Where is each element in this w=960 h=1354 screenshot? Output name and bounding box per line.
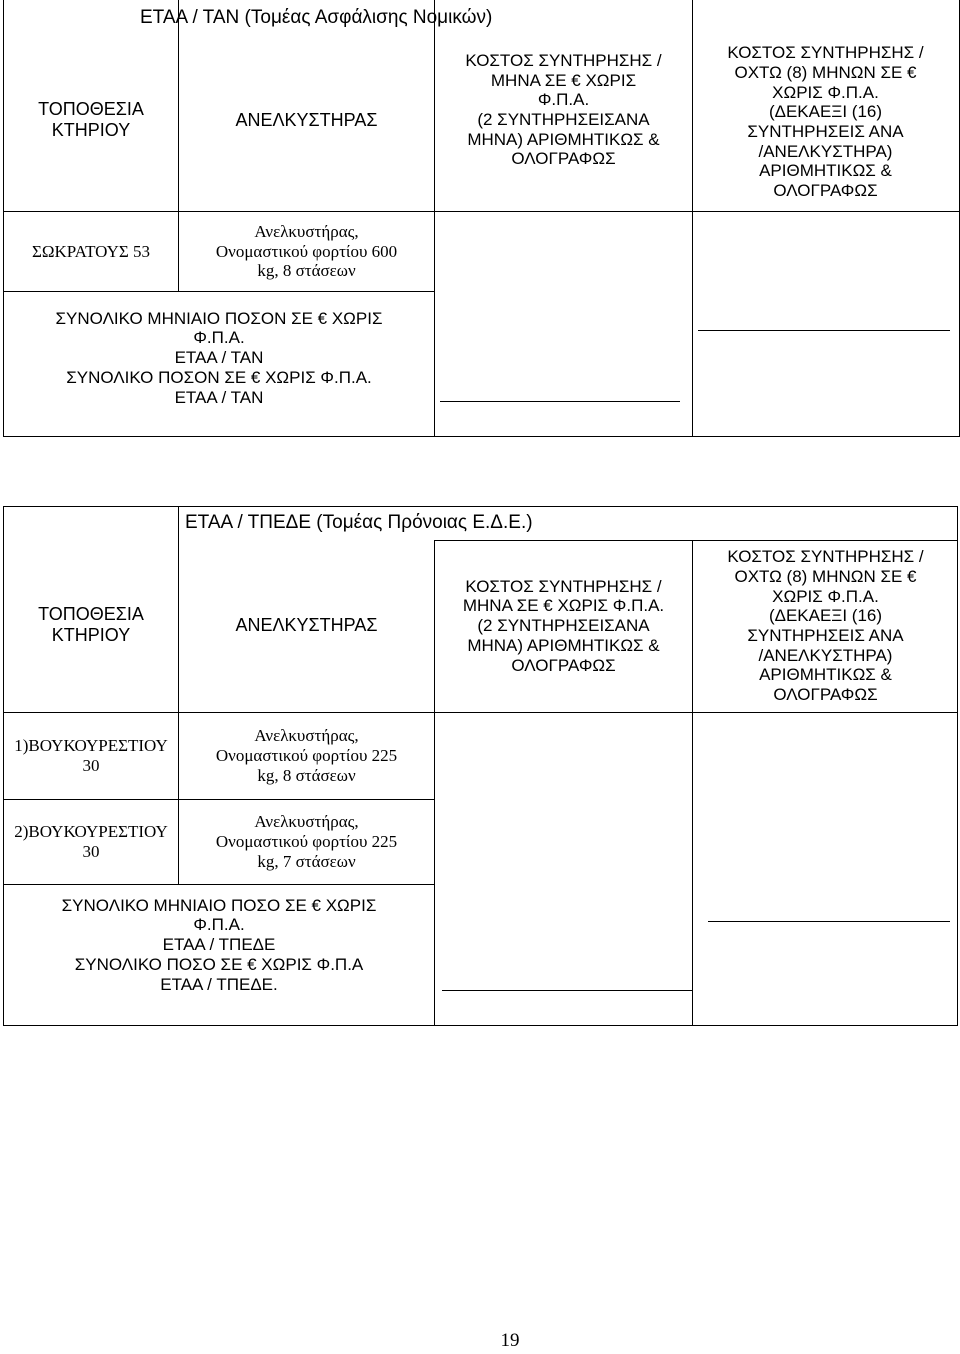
table1-header-eight-month-cost: ΚΟΣΤΟΣ ΣΥΝΤΗΡΗΣΗΣ / ΟΧΤΩ (8) ΜΗΝΩΝ ΣΕ € ΧΩΡΙΣ Φ.Π.Α. (ΔΕΚΑΕΞΙ (16) ΣΥΝΤΗΡΗΣΕΙΣ ΑΝΑ /ΑΝΕΛΚΥΣΤΗΡΑ) ΑΡΙΘΜΗΤΙΚΩΣ & ΟΛΟΓΡΑΦΩΣ <box>727 43 924 201</box>
table2-row-divider-2 <box>3 884 435 885</box>
table2-row1-location: 1)ΒΟΥΚΟΥΡΕΣΤΙΟΥ 30 <box>14 736 168 775</box>
table1-header-location: ΤΟΠΟΘΕΣΙΑ ΚΤΗΡΙΟΥ <box>38 99 144 140</box>
table1-totals-label: ΣΥΝΟΛΙΚΟ ΜΗΝΙΑΙΟ ΠΟΣΟΝ ΣΕ € ΧΩΡΙΣ Φ.Π.Α. ΕΤΑΑ / ΤΑΝ ΣΥΝΟΛΙΚΟ ΠΟΣΟΝ ΣΕ € ΧΩΡΙΣ Φ.Π.Α. ΕΤΑΑ / ΤΑΝ <box>55 308 383 407</box>
table2-row2-location: 2)ΒΟΥΚΟΥΡΕΣΤΙΟΥ 30 <box>14 822 168 861</box>
table1-header-monthly-cost: ΚΟΣΤΟΣ ΣΥΝΤΗΡΗΣΗΣ / ΜΗΝΑ ΣΕ € ΧΩΡΙΣ Φ.Π.Α. (2 ΣΥΝΤΗΡΗΣΕΙΣΑΝΑ ΜΗΝΑ) ΑΡΙΘΜΗΤΙΚΩΣ & ΟΛΟΓΡΑΦΩΣ <box>465 50 662 169</box>
table1-row-divider <box>3 291 435 292</box>
table2-row1-elevator: Ανελκυστήρας, Ονομαστικού φορτίου 225 kg, 8 στάσεων <box>215 726 398 785</box>
table2-monthly-total-blank-line <box>708 921 950 922</box>
table2-header-location: ΤΟΠΟΘΕΣΙΑ ΚΤΗΡΙΟΥ <box>38 604 144 645</box>
table2-header-eight-month-cost: ΚΟΣΤΟΣ ΣΥΝΤΗΡΗΣΗΣ / ΟΧΤΩ (8) ΜΗΝΩΝ ΣΕ € ΧΩΡΙΣ Φ.Π.Α. (ΔΕΚΑΕΞΙ (16) ΣΥΝΤΗΡΗΣΕΙΣ ΑΝΑ /ΑΝΕΛΚΥΣΤΗΡΑ) ΑΡΙΘΜΗΤΙΚΩΣ & ΟΛΟΓΡΑΦΩΣ <box>727 547 924 705</box>
page-number: 19 <box>500 1329 520 1351</box>
table2-header-monthly-cost: ΚΟΣΤΟΣ ΣΥΝΤΗΡΗΣΗΣ / ΜΗΝΑ ΣΕ € ΧΩΡΙΣ Φ.Π.Α. (2 ΣΥΝΤΗΡΗΣΕΙΣΑΝΑ ΜΗΝΑ) ΑΡΙΘΜΗΤΙΚΩΣ & ΟΛΟΓΡΑΦΩΣ <box>462 576 665 675</box>
table2-total-blank-line <box>442 990 692 991</box>
table2-title: ΕΤΑΑ / ΤΠΕΔΕ (Τομέας Πρόνοιας Ε.Δ.Ε.) <box>185 511 533 533</box>
table2-totals-label: ΣΥΝΟΛΙΚΟ ΜΗΝΙΑΙΟ ΠΟΣΟ ΣΕ € ΧΩΡΙΣ Φ.Π.Α. ΕΤΑΑ / ΤΠΕΔΕ ΣΥΝΟΛΙΚΟ ΠΟΣΟ ΣΕ € ΧΩΡΙΣ Φ.Π.Α ΕΤΑΑ / ΤΠΕΔΕ. <box>61 895 377 994</box>
table1-row1-elevator: Ανελκυστήρας, Ονομαστικού φορτίου 600 kg, 8 στάσεων <box>215 221 398 281</box>
table1-header-elevator: ΑΝΕΛΚΥΣΤΗΡΑΣ <box>235 109 378 130</box>
table1-title: ΕΤΑΑ / ΤΑΝ (Τομέας Ασφάλισης Νομικών) <box>140 6 493 28</box>
table1-total-blank-line <box>440 401 680 402</box>
table1-row1-location: ΣΩΚΡΑΤΟΥΣ 53 <box>31 241 151 261</box>
table2-row2-elevator: Ανελκυστήρας, Ονομαστικού φορτίου 225 kg, 7 στάσεων <box>215 812 398 871</box>
table2-header-elevator: ΑΝΕΛΚΥΣΤΗΡΑΣ <box>235 614 378 635</box>
table1-monthly-total-blank-line <box>698 330 950 331</box>
